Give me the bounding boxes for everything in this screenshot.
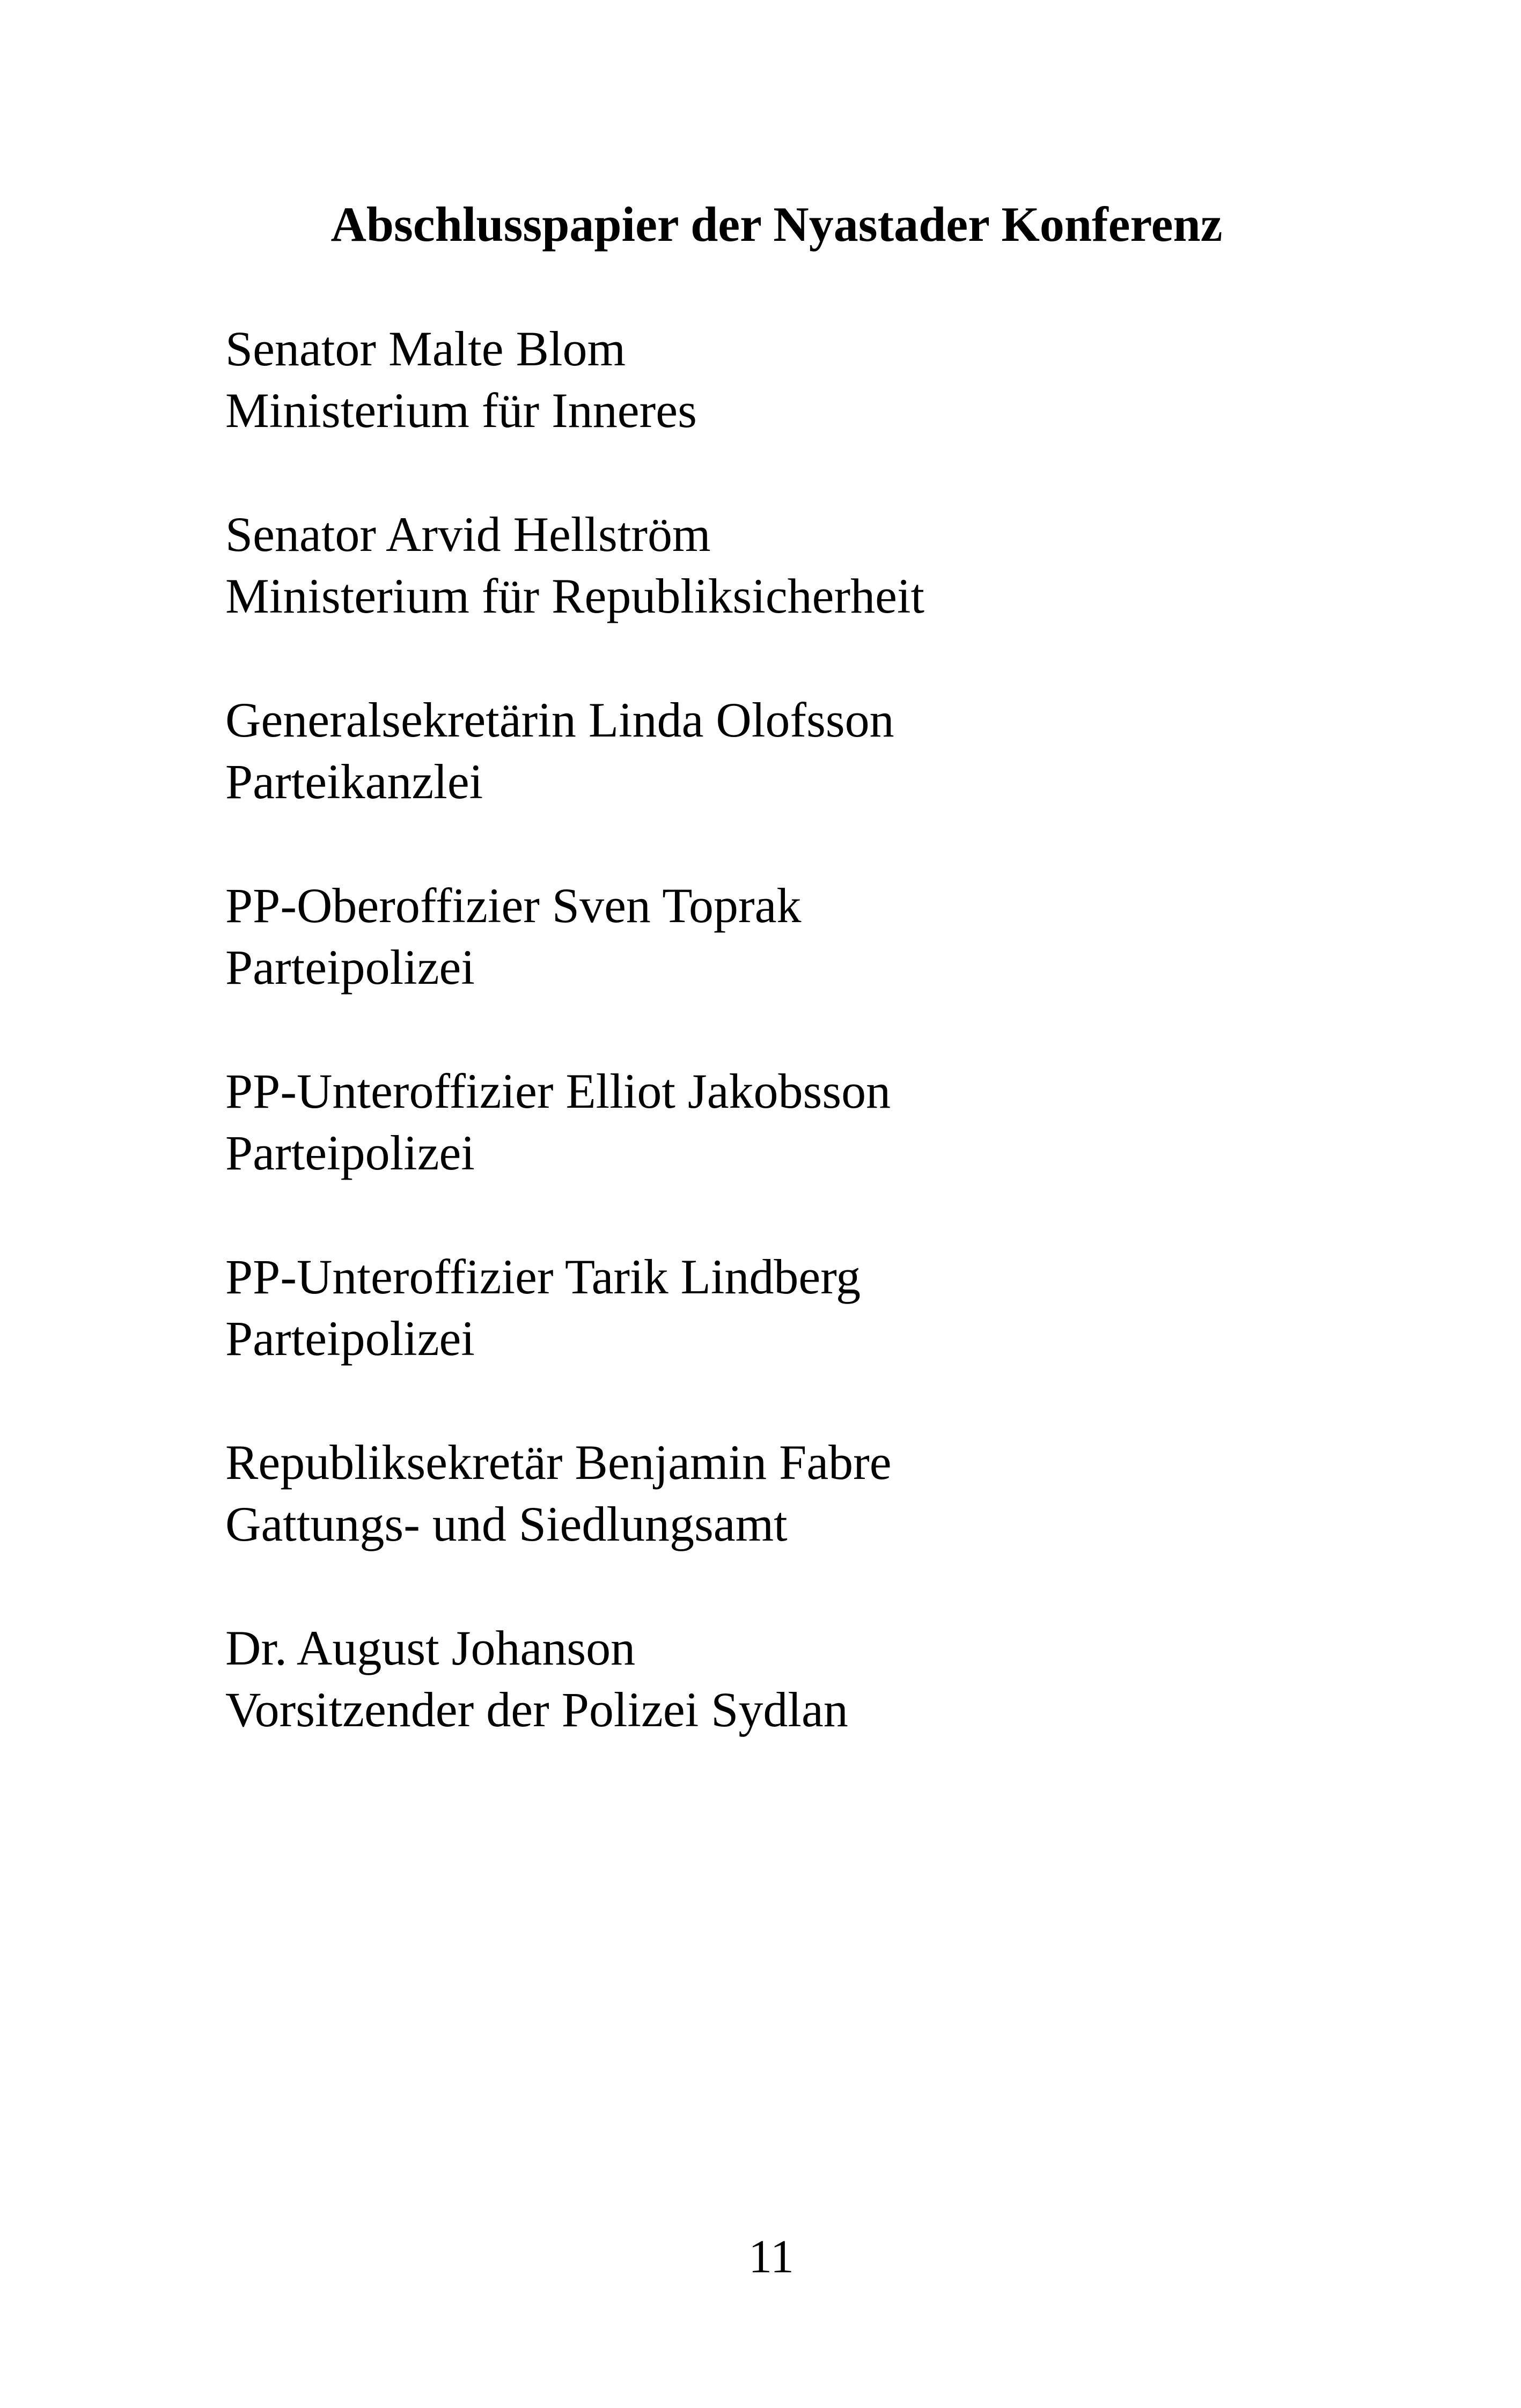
participant-name: Dr. August Johanson xyxy=(225,1621,636,1675)
participant-name: Senator Malte Blom xyxy=(225,321,626,376)
participant-entry xyxy=(225,1617,1298,1741)
participant-name: PP-Unteroffizier Elliot Jakobsson xyxy=(225,1064,891,1118)
participant-affiliation: Parteipolizei xyxy=(225,1311,475,1366)
participant-affiliation: Ministerium für Republiksicherheit xyxy=(225,569,925,623)
participant-affiliation: Gattungs- und Siedlungsamt xyxy=(225,1497,788,1551)
participant-name: Republiksekretär Benjamin Fabre xyxy=(225,1435,892,1490)
participant-affiliation: Parteikanzlei xyxy=(225,754,483,809)
page-number: 11 xyxy=(748,2231,794,2283)
participant-name: Senator Arvid Hellström xyxy=(225,507,711,562)
participant-entry xyxy=(225,318,1298,441)
participant-entry xyxy=(225,504,1298,627)
participant-affiliation: Ministerium für Inneres xyxy=(225,383,697,438)
participant-name: Generalsekretärin Linda Olofsson xyxy=(225,693,894,747)
page-title: Abschlusspapier der Nyastader Konferenz xyxy=(330,197,1223,252)
participant-name: PP-Oberoffizier Sven Toprak xyxy=(225,878,802,933)
participant-entry xyxy=(225,1061,1298,1184)
participant-list xyxy=(225,318,1298,1803)
participant-entry xyxy=(225,1432,1298,1555)
participant-entry xyxy=(225,875,1298,998)
participant-affiliation: Vorsitzender der Polizei Sydlan xyxy=(225,1682,848,1737)
participant-affiliation: Parteipolizei xyxy=(225,1125,475,1180)
participant-affiliation: Parteipolizei xyxy=(225,940,475,995)
participant-name: PP-Unteroffizier Tarik Lindberg xyxy=(225,1249,861,1304)
participant-entry xyxy=(225,689,1298,813)
participant-entry xyxy=(225,1246,1298,1369)
